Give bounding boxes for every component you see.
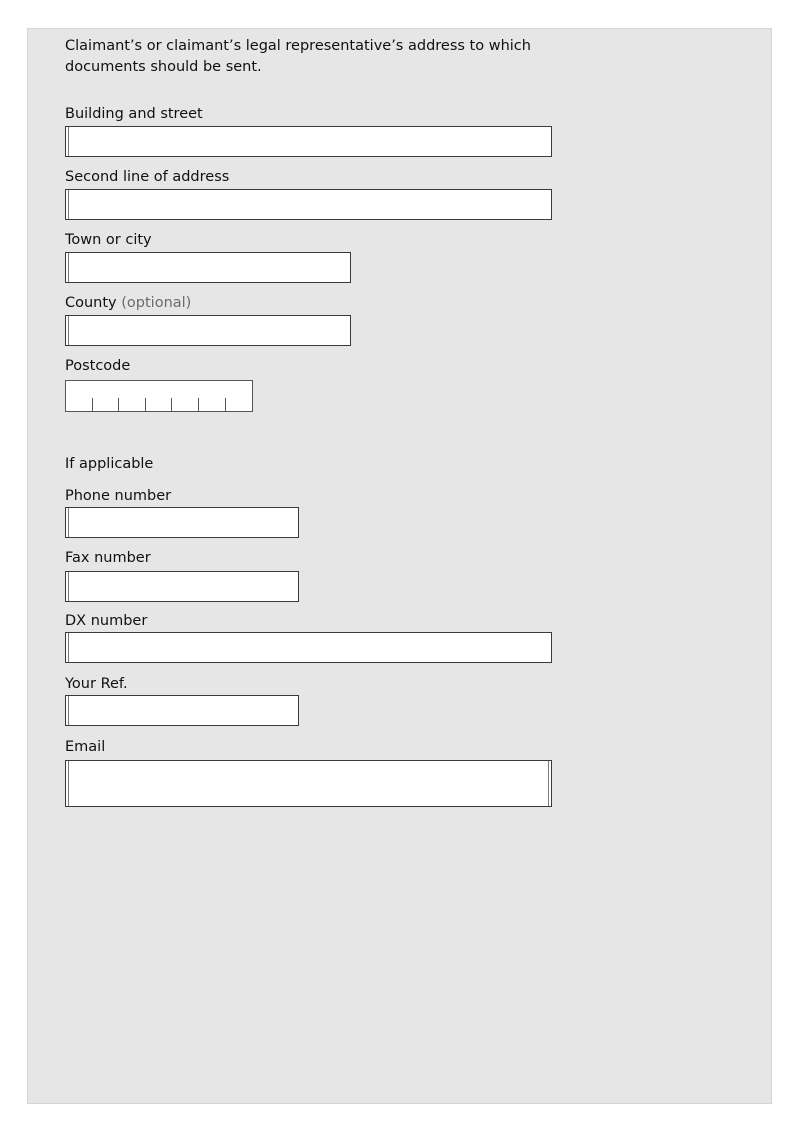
postcode-divider [225,398,226,412]
second-line-label: Second line of address [65,169,230,185]
postcode-input[interactable] [65,380,253,412]
email-label: Email [65,739,106,755]
fax-number-input[interactable] [65,571,299,602]
county-label [65,293,191,314]
postcode-divider [92,398,93,412]
email-input[interactable] [65,760,552,807]
postcode-baseline [66,411,252,412]
postcode-divider [171,398,172,412]
county-label-text: County [65,295,117,311]
intro-line-1: Claimant’s or claimant’s legal representative’s address to which [65,38,531,54]
intro-line-2: documents should be sent. [65,59,262,75]
building-street-input[interactable] [65,126,552,157]
county-input[interactable] [65,315,351,346]
if-applicable-heading: If applicable [65,456,154,472]
your-ref-input[interactable] [65,695,299,726]
town-city-label: Town or city [65,232,152,248]
county-optional-hint: (optional) [121,295,192,311]
postcode-label: Postcode [65,358,131,374]
phone-number-label: Phone number [65,488,172,504]
intro-text [65,36,531,78]
phone-number-input[interactable] [65,507,299,538]
building-street-label: Building and street [65,106,203,122]
postcode-divider [145,398,146,412]
your-ref-label: Your Ref. [65,676,128,692]
dx-number-label: DX number [65,613,148,629]
dx-number-input[interactable] [65,632,552,663]
second-line-input[interactable] [65,189,552,220]
town-city-input[interactable] [65,252,351,283]
postcode-divider [198,398,199,412]
fax-number-label: Fax number [65,550,151,566]
postcode-divider [118,398,119,412]
